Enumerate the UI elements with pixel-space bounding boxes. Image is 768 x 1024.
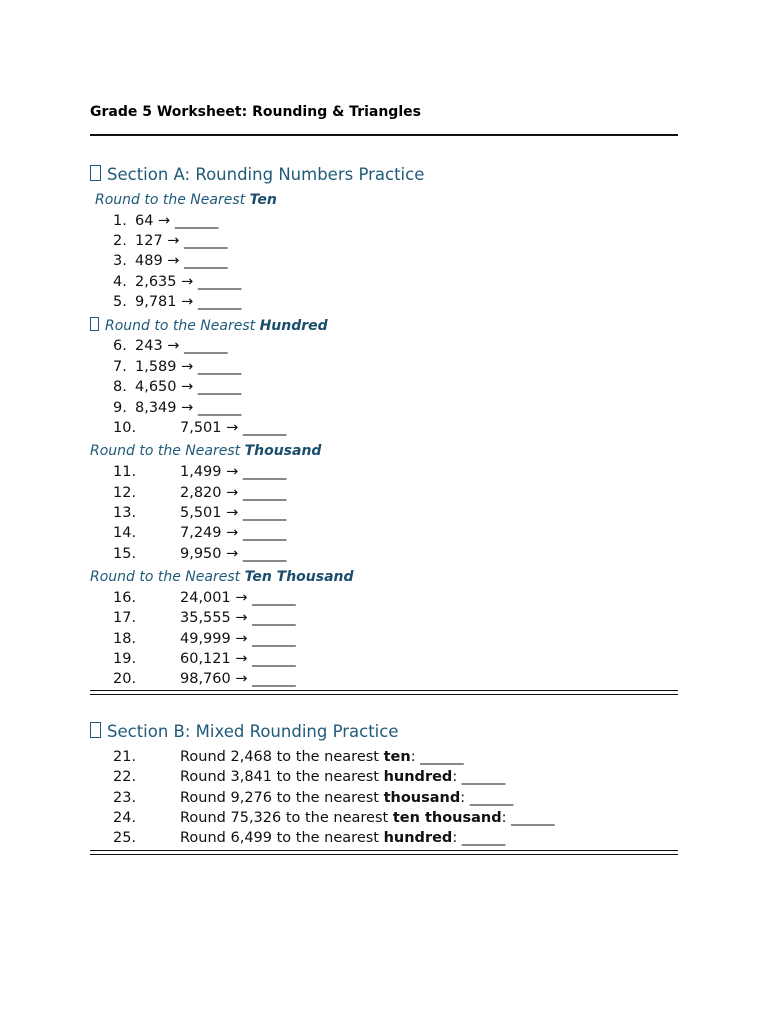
item-text-pre: Round 6,499 to the nearest <box>180 830 384 846</box>
item-text-pre: Round 3,841 to the nearest <box>180 769 384 785</box>
item-number: 10. <box>113 420 137 436</box>
item-text-bold: hundred <box>383 830 453 846</box>
list-item <box>113 631 296 647</box>
list-item <box>113 671 296 687</box>
item-text: 64 → ______ <box>135 213 219 229</box>
item-text-post: : ______ <box>410 749 464 765</box>
subheading-prefix: Round to the Nearest <box>95 192 250 208</box>
list-item <box>113 338 228 354</box>
title-divider <box>90 134 678 136</box>
section-b-icon <box>90 722 101 738</box>
list-item <box>113 485 286 501</box>
item-text: 49,999 → ______ <box>180 631 296 647</box>
item-text: 35,555 → ______ <box>180 610 296 626</box>
item-number: 13. <box>113 505 137 521</box>
item-text: 9,950 → ______ <box>180 546 287 562</box>
item-text-bold: ten thousand <box>392 810 502 826</box>
item-number: 2. <box>113 233 127 249</box>
item-text-post: : ______ <box>460 790 514 806</box>
section-a-icon <box>90 165 101 181</box>
list-item <box>113 546 286 562</box>
section-a-divider <box>90 690 678 695</box>
item-text-bold: ten <box>383 749 411 765</box>
list-item <box>113 213 218 229</box>
item-text: 2,820 → ______ <box>180 485 287 501</box>
item-text: 243 → ______ <box>135 338 228 354</box>
section-b-heading <box>90 722 399 741</box>
item-number: 16. <box>113 590 137 606</box>
subheading-nearest-hundred <box>90 317 328 334</box>
section-a-heading-text: Section A: Rounding Numbers Practice <box>107 165 425 184</box>
item-number: 17. <box>113 610 137 626</box>
subheading-prefix: Round to the Nearest <box>90 569 245 585</box>
item-number: 8. <box>113 379 127 395</box>
item-text: 4,650 → ______ <box>135 379 242 395</box>
list-item <box>113 769 505 785</box>
item-text-pre: Round 75,326 to the nearest <box>180 810 393 826</box>
subheading-nearest-ten-thousand <box>90 569 354 585</box>
list-item <box>113 420 286 436</box>
subheading-prefix: Round to the Nearest <box>105 318 260 334</box>
list-item <box>113 830 505 846</box>
item-text: 60,121 → ______ <box>180 651 296 667</box>
subheading-nearest-thousand <box>90 443 321 459</box>
list-item <box>113 379 241 395</box>
item-number: 3. <box>113 253 127 269</box>
item-text-post: : ______ <box>452 769 506 785</box>
item-number: 25. <box>113 830 137 846</box>
subheading-emphasis: Ten <box>249 192 277 208</box>
item-text: 1,499 → ______ <box>180 464 287 480</box>
item-number: 11. <box>113 464 137 480</box>
list-item <box>113 790 513 806</box>
item-number: 7. <box>113 359 127 375</box>
item-number: 4. <box>113 274 127 290</box>
section-b-heading-text: Section B: Mixed Rounding Practice <box>107 722 399 741</box>
item-text-pre: Round 9,276 to the nearest <box>180 790 384 806</box>
item-number: 19. <box>113 651 137 667</box>
item-text: 7,249 → ______ <box>180 525 287 541</box>
list-item <box>113 505 286 521</box>
item-number: 22. <box>113 769 137 785</box>
item-text: 1,589 → ______ <box>135 359 242 375</box>
item-number: 20. <box>113 671 137 687</box>
subheading-nearest-ten <box>95 192 277 208</box>
list-item <box>113 253 228 269</box>
list-item <box>113 590 296 606</box>
item-text: 489 → ______ <box>135 253 228 269</box>
item-number: 9. <box>113 400 127 416</box>
list-item <box>113 651 296 667</box>
item-text-bold: thousand <box>383 790 461 806</box>
item-number: 24. <box>113 810 137 826</box>
list-item <box>113 274 241 290</box>
list-item <box>113 810 555 826</box>
list-item <box>113 525 286 541</box>
page-title: Grade 5 Worksheet: Rounding & Triangles <box>90 104 421 120</box>
list-item <box>113 359 241 375</box>
subheading-emphasis: Ten Thousand <box>244 569 354 585</box>
item-number: 12. <box>113 485 137 501</box>
list-item <box>113 400 241 416</box>
subheading-emphasis: Thousand <box>244 443 322 459</box>
item-number: 5. <box>113 294 127 310</box>
item-text: 24,001 → ______ <box>180 590 296 606</box>
item-text-bold: hundred <box>383 769 453 785</box>
item-text-pre: Round 2,468 to the nearest <box>180 749 384 765</box>
item-number: 23. <box>113 790 137 806</box>
section-a-heading <box>90 165 424 184</box>
item-text: 8,349 → ______ <box>135 400 242 416</box>
subheading-prefix: Round to the Nearest <box>90 443 245 459</box>
item-text: 98,760 → ______ <box>180 671 296 687</box>
subheading-emphasis: Hundred <box>259 318 328 334</box>
list-item <box>113 464 286 480</box>
list-item <box>113 233 228 249</box>
subheading-icon <box>90 317 99 331</box>
item-text: 127 → ______ <box>135 233 228 249</box>
item-number: 14. <box>113 525 137 541</box>
item-text-post: : ______ <box>452 830 506 846</box>
item-text: 7,501 → ______ <box>180 420 287 436</box>
list-item <box>113 749 464 765</box>
item-text: 5,501 → ______ <box>180 505 287 521</box>
list-item <box>113 294 241 310</box>
item-text: 9,781 → ______ <box>135 294 242 310</box>
item-number: 1. <box>113 213 127 229</box>
list-item <box>113 610 296 626</box>
section-b-divider <box>90 850 678 855</box>
item-number: 18. <box>113 631 137 647</box>
item-number: 6. <box>113 338 127 354</box>
item-text-post: : ______ <box>501 810 555 826</box>
item-number: 21. <box>113 749 137 765</box>
item-text: 2,635 → ______ <box>135 274 242 290</box>
item-number: 15. <box>113 546 137 562</box>
